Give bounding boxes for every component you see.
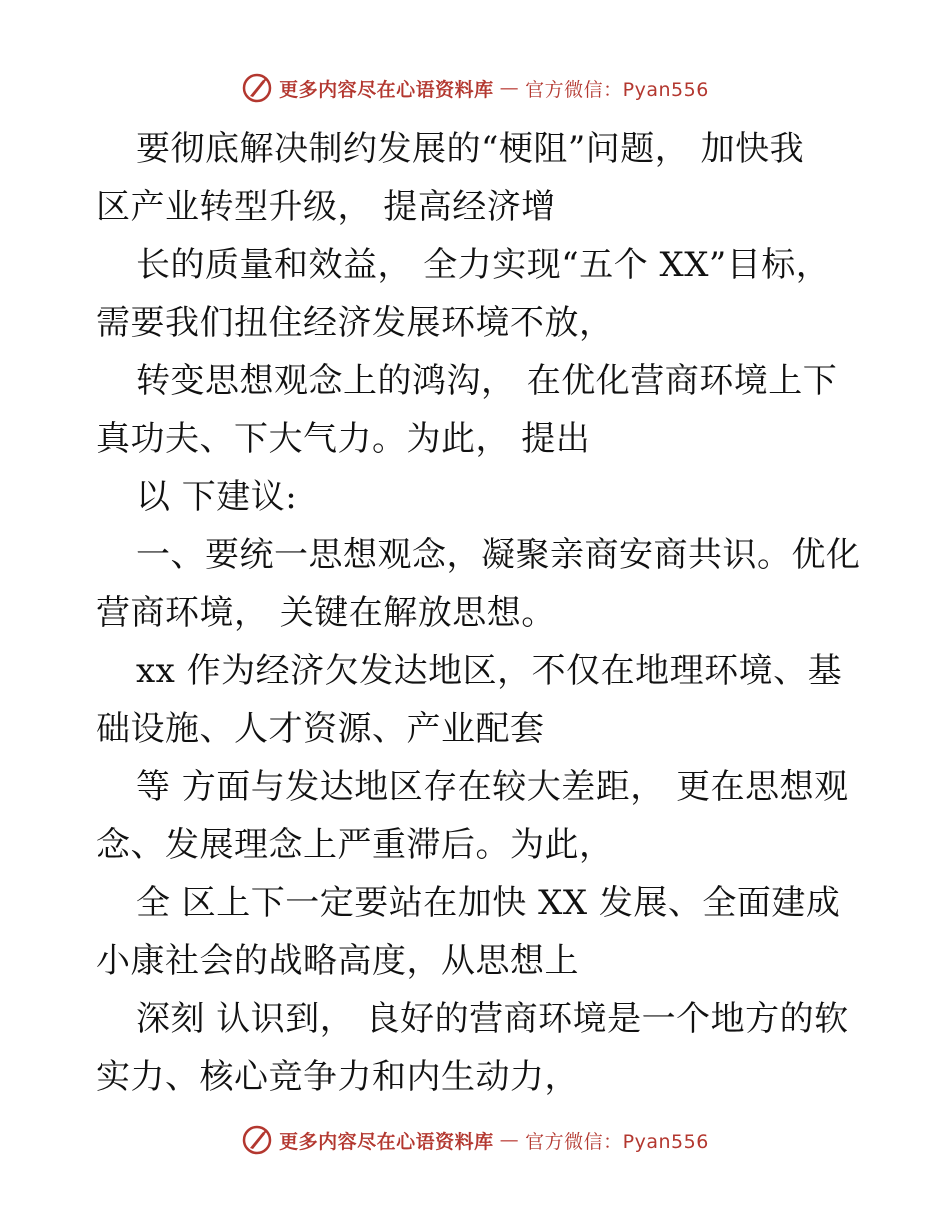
feather-pen-logo-icon: [241, 1124, 273, 1156]
feather-pen-logo-icon: [241, 72, 273, 104]
text-line: 营商环境， 关键在解放思想。: [96, 593, 556, 633]
text-line: 真功夫、下大气力。为此， 提出: [96, 419, 591, 459]
text-line: xx 作为经济欠发达地区，不仅在地理环境、基: [136, 651, 843, 691]
watermark-main-text: 更多内容尽在心语资料库: [279, 78, 494, 101]
watermark-dash: —: [499, 1129, 520, 1151]
text-line: 以 下建议:: [136, 477, 298, 517]
text-line: 要彻底解决制约发展的“梗阻”问题， 加快我: [136, 129, 805, 169]
document-body: [96, 120, 866, 1106]
text-line: 深刻 认识到， 良好的营商环境是一个地方的软: [136, 999, 849, 1039]
watermark-main-text: 更多内容尽在心语资料库: [279, 1130, 494, 1153]
text-line: 长的质量和效益， 全力实现“五个 XX”目标，: [136, 245, 831, 285]
text-line: 实力、核心竞争力和内生动力，: [96, 1057, 579, 1097]
header-watermark: [0, 72, 950, 104]
text-line: 础设施、人才资源、产业配套: [96, 709, 545, 749]
text-line: 转变思想观念上的鸿沟， 在优化营商环境上下: [136, 361, 838, 401]
text-line: 一、要统一思想观念，凝聚亲商安商共识。优化: [136, 535, 861, 575]
footer-watermark: [0, 1124, 950, 1156]
watermark-contact-text: 官方微信：Pyan556: [525, 78, 709, 101]
text-line: 区产业转型升级， 提高经济增: [96, 187, 556, 227]
watermark-dash: —: [499, 77, 520, 99]
watermark-contact-text: 官方微信：Pyan556: [525, 1130, 709, 1153]
text-line: 全 区上下一定要站在加快 XX 发展、全面建成: [136, 883, 841, 923]
text-line: 等 方面与发达地区存在较大差距， 更在思想观: [136, 767, 849, 807]
text-line: 念、发展理念上严重滞后。为此，: [96, 825, 614, 865]
text-line: 小康社会的战略高度，从思想上: [96, 941, 579, 981]
text-line: 需要我们扭住经济发展环境不放，: [96, 303, 614, 343]
